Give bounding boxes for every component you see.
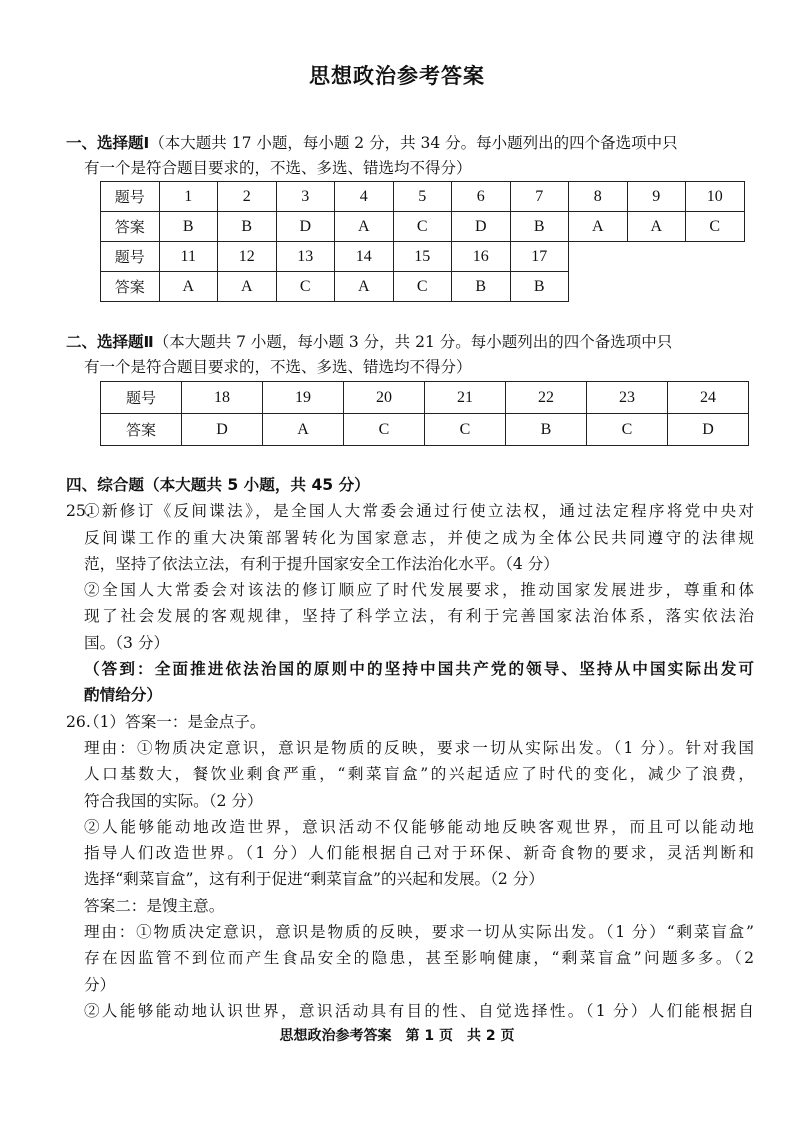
paragraph-line — [66, 998, 754, 1024]
question-number-row — [101, 242, 745, 272]
paragraph-line — [66, 498, 754, 524]
question-number-cell: 12 — [218, 242, 277, 272]
empty-cell — [627, 242, 686, 272]
question-number-cell: 15 — [393, 242, 452, 272]
paragraph-line — [66, 735, 754, 761]
question-number — [66, 919, 84, 945]
question-number-cell: 5 — [393, 182, 452, 212]
question-number-row — [101, 382, 749, 414]
answer-text: 存在因监管不到位而产生食品安全的隐患，甚至影响健康，“剩菜盲盒”问题多多。（2 — [84, 949, 754, 968]
section4-heading: 四、综合题（本大题共 5 小题，共 45 分） — [66, 476, 370, 494]
section2-desc-line2: 有一个是符合题目要求的，不选、多选、错选均不得分） — [84, 358, 472, 376]
empty-cell — [686, 272, 745, 302]
question-number — [66, 656, 84, 682]
empty-cell — [627, 272, 686, 302]
paragraph-line — [66, 945, 754, 971]
question-number — [66, 788, 84, 814]
section2-heading: 二、选择题Ⅱ — [66, 333, 154, 351]
paragraph-line — [66, 893, 754, 919]
question-number-cell: 23 — [587, 382, 668, 414]
empty-cell — [569, 272, 628, 302]
question-number-cell: 11 — [159, 242, 218, 272]
question-number-cell: 24 — [668, 382, 749, 414]
question-number — [66, 761, 84, 787]
question-number-cell: 2 — [218, 182, 277, 212]
answer-text: 反间谍工作的重大决策部署转化为国家意志，并使之成为全体公民共同遵守的法律规 — [84, 528, 754, 547]
paragraph-line — [66, 525, 754, 551]
paragraph-line — [66, 656, 754, 682]
question-number — [66, 525, 84, 551]
question-number-cell: 22 — [506, 382, 587, 414]
question-number-cell: 6 — [452, 182, 511, 212]
question-number-cell: 19 — [263, 382, 344, 414]
section2-answer-table — [100, 381, 749, 446]
row-label-question: 题号 — [101, 242, 160, 272]
answer-text: 指导人们改造世界。（1 分）人们能根据自己对于环保、新奇食物的要求，灵活判断和 — [84, 844, 754, 863]
row-label-answer: 答案 — [101, 414, 182, 446]
answer-text: 人口基数大，餐饮业剩食严重，“剩菜盲盒”的兴起适应了时代的变化，减少了浪费， — [84, 765, 754, 784]
question-number — [66, 998, 84, 1024]
answer-text: （答到：全面推进依法治国的原则中的坚持中国共产党的领导、坚持从中国实际出发可 — [84, 660, 754, 679]
question-number — [66, 866, 84, 892]
answer-text: ②全国人大常委会对该法的修订顺应了时代发展要求，推动国家发展进步，尊重和体 — [84, 581, 754, 600]
answer-text: 选择“剩菜盲盒”，这有利于促进“剩菜盲盒”的兴起和发展。（2 分） — [84, 870, 544, 889]
answer-cell: D — [668, 414, 749, 446]
question-number-row — [101, 182, 745, 212]
section1-heading: 一、选择题Ⅰ — [66, 134, 150, 152]
answer-cell: C — [425, 414, 506, 446]
question-number-cell: 4 — [335, 182, 394, 212]
paragraph-line — [66, 866, 754, 892]
question-number-cell: 3 — [276, 182, 335, 212]
question-number-cell: 17 — [510, 242, 569, 272]
page-title: 思想政治参考答案 — [309, 64, 485, 88]
answer-cell: C — [276, 272, 335, 302]
answer-text: 分） — [84, 975, 116, 994]
paragraph-line — [66, 814, 754, 840]
question-number-cell: 18 — [182, 382, 263, 414]
answer-cell: A — [218, 272, 277, 302]
question-number — [66, 893, 84, 919]
question-number — [66, 551, 84, 577]
paragraph-line — [66, 788, 754, 814]
paragraph-line — [66, 682, 754, 708]
paragraph-line — [66, 551, 754, 577]
answer-cell: C — [393, 212, 452, 242]
answer-cell: A — [569, 212, 628, 242]
answer-row — [101, 212, 745, 242]
answer-cell: A — [159, 272, 218, 302]
question-number-cell: 7 — [510, 182, 569, 212]
answer-cell: A — [335, 212, 394, 242]
section2-desc: （本大题共 7 小题，每小题 3 分，共 21 分。每小题列出的四个备选项中只 — [153, 333, 673, 351]
answer-text: ②人能够能动地认识世界，意识活动具有目的性、自觉选择性。（1 分）人们能根据自 — [84, 1001, 754, 1020]
paragraph-line — [66, 972, 754, 998]
question-number — [66, 814, 84, 840]
answer-cell: C — [686, 212, 745, 242]
question-number-cell: 20 — [344, 382, 425, 414]
answer-cell: B — [159, 212, 218, 242]
section1-desc-line2: 有一个是符合题目要求的，不选、多选、错选均不得分） — [84, 159, 472, 177]
answer-text: ②人能够能动地改造世界，意识活动不仅能够能动地反映客观世界，而且可以能动地 — [84, 817, 754, 836]
paragraph-line — [66, 577, 754, 603]
section2-header — [66, 330, 756, 380]
answer-text: ①新修订《反间谍法》，是全国人大常委会通过行使立法权，通过法定程序将党中央对 — [84, 502, 754, 521]
answer-text: 答案二：是馊主意。 — [84, 896, 225, 915]
paragraph-line — [66, 840, 754, 866]
section1-header — [66, 131, 756, 181]
question-number: 25. — [66, 502, 91, 521]
question-number-cell: 10 — [686, 182, 745, 212]
answer-cell: B — [218, 212, 277, 242]
question-number — [66, 972, 84, 998]
answer-row — [101, 414, 749, 446]
answer-cell: C — [587, 414, 668, 446]
question-number — [66, 735, 84, 761]
answer-text: 理由：①物质决定意识，意识是物质的反映，要求一切从实际出发。（1 分）。针对我国 — [84, 738, 754, 757]
answer-cell: B — [510, 272, 569, 302]
answer-row — [101, 272, 745, 302]
question-number-cell: 13 — [276, 242, 335, 272]
row-label-question: 题号 — [101, 382, 182, 414]
answer-cell: D — [276, 212, 335, 242]
question-number: 26. — [66, 712, 91, 731]
section4-content — [66, 472, 754, 1024]
question-number-cell: 14 — [335, 242, 394, 272]
answer-text: 酌情给分） — [84, 686, 162, 705]
paragraph-line — [66, 761, 754, 787]
answer-text: 国。（3 分） — [84, 633, 170, 652]
answer-cell: A — [627, 212, 686, 242]
answer-cell: B — [510, 212, 569, 242]
row-label-answer: 答案 — [101, 272, 160, 302]
question-number — [66, 945, 84, 971]
paragraph-line — [66, 630, 754, 656]
question-number-cell: 8 — [569, 182, 628, 212]
question-number — [66, 603, 84, 629]
question-number — [66, 840, 84, 866]
question-number-cell: 16 — [452, 242, 511, 272]
paragraph-line — [66, 709, 754, 735]
answer-text: 范，坚持了依法立法，有利于提升国家安全工作法治化水平。（4 分） — [84, 554, 559, 573]
answer-cell: A — [263, 414, 344, 446]
question-number-cell: 21 — [425, 382, 506, 414]
page-footer: 思想政治参考答案 第 1 页 共 2 页 — [279, 1028, 515, 1044]
answer-cell: A — [335, 272, 394, 302]
section1-answer-table — [100, 181, 745, 302]
answer-cell: B — [506, 414, 587, 446]
answer-cell: B — [452, 272, 511, 302]
row-label-question: 题号 — [101, 182, 160, 212]
answer-text: 现了社会发展的客观规律，坚持了科学立法，有利于完善国家法治体系，落实依法治 — [84, 607, 754, 626]
answer-text: 符合我国的实际。（2 分） — [84, 791, 263, 810]
question-number — [66, 682, 84, 708]
question-number-cell: 9 — [627, 182, 686, 212]
empty-cell — [569, 242, 628, 272]
row-label-answer: 答案 — [101, 212, 160, 242]
answer-cell: C — [393, 272, 452, 302]
question-number — [66, 577, 84, 603]
paragraph-line — [66, 603, 754, 629]
answer-cell: C — [344, 414, 425, 446]
answer-text: 理由：①物质决定意识，意识是物质的反映，要求一切从实际出发。（1 分）“剩菜盲盒” — [84, 923, 754, 942]
answer-text: （1）答案一：是金点子。 — [84, 712, 266, 731]
answer-cell: D — [182, 414, 263, 446]
answer-cell: D — [452, 212, 511, 242]
empty-cell — [686, 242, 745, 272]
question-number-cell: 1 — [159, 182, 218, 212]
question-number — [66, 630, 84, 656]
paragraph-line — [66, 919, 754, 945]
section1-desc: （本大题共 17 小题，每小题 2 分，共 34 分。每小题列出的四个备选项中只 — [149, 134, 678, 152]
